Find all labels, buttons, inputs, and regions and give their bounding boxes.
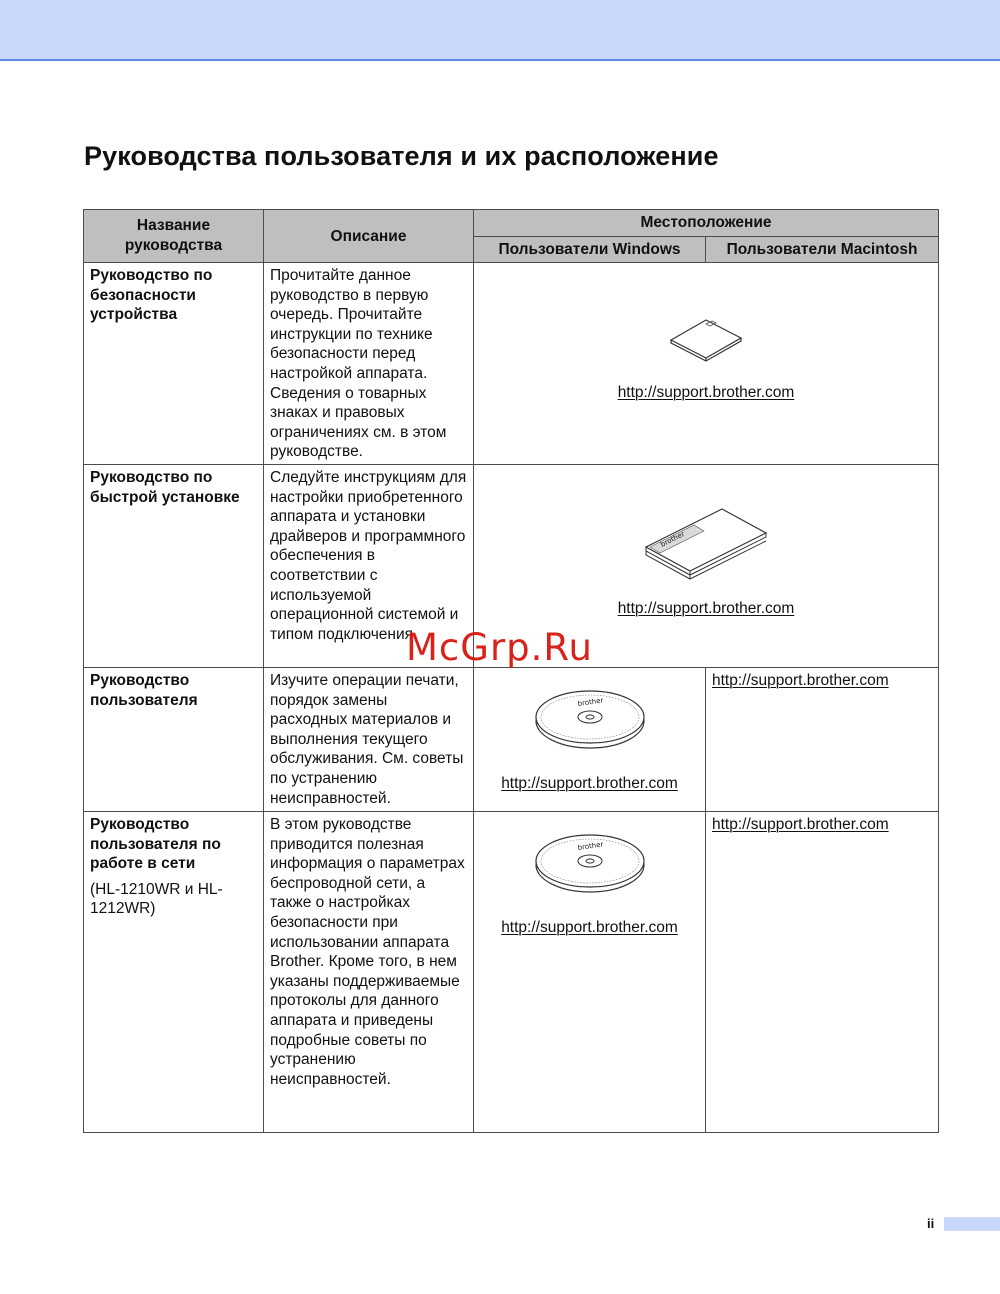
header-guide-name: Название руководства xyxy=(84,210,264,263)
guides-table xyxy=(83,209,939,1133)
brand-label: brother xyxy=(576,696,604,708)
guide-name: Руководство по быстрой установке xyxy=(90,469,240,506)
mac-download-link[interactable]: http://support.brother.com xyxy=(712,672,889,689)
watermark: McGrp.Ru xyxy=(406,626,593,669)
table-row xyxy=(84,812,939,1133)
guide-name-note: (HL-1210WR и HL-1212WR) xyxy=(90,880,223,918)
location-cell xyxy=(474,263,939,465)
table-row xyxy=(84,668,939,812)
guide-description: Изучите операции печати, порядок замены расходных материалов и выполнения текущего обслуживания. См. советы по устранению неисправностей. xyxy=(270,672,464,807)
brand-label: brother xyxy=(576,840,604,852)
cd-icon xyxy=(532,832,648,894)
windows-download-link[interactable]: http://support.brother.com xyxy=(501,919,678,936)
brand-label: brother xyxy=(659,529,686,549)
guide-name: Руководство пользователя по работе в сети xyxy=(90,816,221,873)
page-number: ii xyxy=(927,1216,935,1231)
guide-name: Руководство пользователя xyxy=(90,672,198,709)
table-row xyxy=(84,263,939,465)
windows-location-cell xyxy=(474,668,706,812)
download-link[interactable]: http://support.brother.com xyxy=(617,600,795,617)
header-band xyxy=(0,0,1000,61)
header-location: Местоположение xyxy=(474,210,939,237)
header-mac-users: Пользователи Macintosh xyxy=(706,237,939,263)
page-title: Руководства пользователя и их расположение xyxy=(84,141,719,171)
header-windows-users: Пользователи Windows xyxy=(474,237,706,263)
cd-icon xyxy=(532,688,648,750)
guide-description: В этом руководстве приводится полезная информация о параметрах беспроводной сети, а также о настройках безопасности при использовании аппарата Brother. Кроме того, в нем указаны поддерживаемые протоколы для данного аппарата и приведены подробные советы по устранению неисправностей. xyxy=(270,816,465,1088)
header-description: Описание xyxy=(264,210,474,263)
windows-download-link[interactable]: http://support.brother.com xyxy=(501,775,678,792)
windows-location-cell xyxy=(474,812,706,1133)
guide-description: Следуйте инструкциям для настройки приобретенного аппарата и установки драйверов и программного обеспечения в соответствии с используемой операционной системой и типом подключения. xyxy=(270,469,467,643)
booklet-icon xyxy=(666,318,746,362)
page-tab-marker xyxy=(944,1217,1000,1231)
mac-location-cell xyxy=(706,668,939,812)
guide-name: Руководство по безопасности устройства xyxy=(90,267,213,324)
download-link[interactable]: http://support.brother.com xyxy=(617,384,795,401)
mac-download-link[interactable]: http://support.brother.com xyxy=(712,816,889,833)
folded-guide-icon xyxy=(642,503,770,583)
guide-description: Прочитайте данное руководство в первую очередь. Прочитайте инструкции по технике безопасности перед настройкой аппарата. Сведения о товарных знаках и правовых ограничениях см. в этом руководстве. xyxy=(270,267,447,461)
mac-location-cell xyxy=(706,812,939,1133)
